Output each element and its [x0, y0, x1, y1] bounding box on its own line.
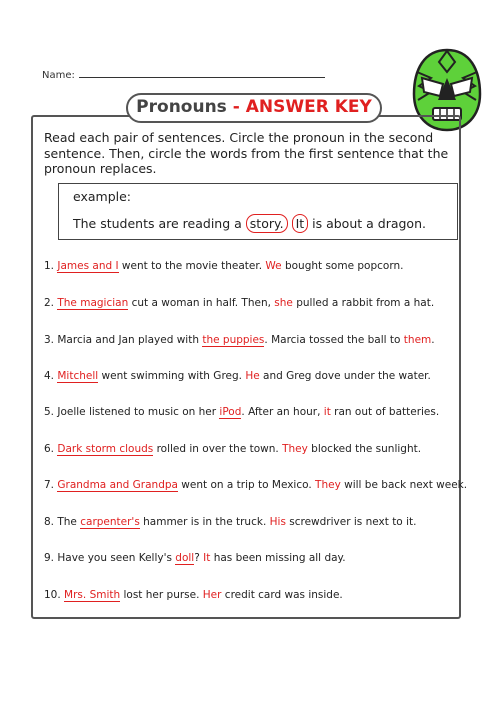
list-item: [44, 297, 434, 309]
sentence-text: rolled in over the town.: [153, 443, 283, 455]
sentence-text: screwdriver is next to it.: [285, 516, 417, 528]
sentence-text: Have you seen Kelly's: [57, 552, 176, 564]
sentence-text: . Marcia tossed the ball to: [264, 334, 404, 346]
antecedent-answer: carpenter's: [80, 516, 140, 528]
sentence-text: ran out of batteries.: [330, 406, 440, 418]
sentence-text: The: [57, 516, 81, 528]
example-sentence: [73, 216, 426, 231]
list-item: [44, 443, 421, 455]
item-number: 10.: [44, 589, 65, 601]
pronoun-answer: It: [203, 552, 211, 564]
item-number: 7.: [44, 479, 58, 491]
item-number: 8.: [44, 516, 58, 528]
list-item: [44, 479, 467, 491]
pronoun-answer: We: [265, 260, 282, 272]
antecedent-answer: The magician: [57, 297, 129, 309]
item-number: 6.: [44, 443, 58, 455]
pronoun-answer: They: [282, 443, 308, 455]
antecedent-answer: Mrs. Smith: [64, 589, 121, 601]
list-item: [44, 589, 343, 601]
sentence-text: cut a woman in half. Then,: [128, 297, 275, 309]
title-answer-key: ANSWER KEY: [245, 97, 372, 117]
sentence-text: lost her purse.: [120, 589, 203, 601]
sentence-text: pulled a rabbit from a hat.: [292, 297, 435, 309]
instructions: Read each pair of sentences. Circle the pronoun in the second sentence. Then, circle the words from the first sentence that the pronoun replaces.: [44, 130, 449, 176]
pronoun-answer: Her: [202, 589, 222, 601]
item-number: 2.: [44, 297, 58, 309]
list-item: [44, 406, 439, 418]
sentence-text: Joelle listened to music on her: [57, 406, 220, 418]
item-number: 4.: [44, 370, 58, 382]
item-number: 3.: [44, 334, 58, 346]
antecedent-answer: Mitchell: [57, 370, 99, 382]
sentence-text: hammer is in the truck.: [139, 516, 270, 528]
example-box: [58, 183, 458, 240]
pronoun-answer: His: [269, 516, 286, 528]
sentence-text: has been missing all day.: [210, 552, 346, 564]
example-pronoun-circle: It: [292, 214, 309, 233]
pronoun-answer: They: [315, 479, 341, 491]
example-gap: [288, 216, 292, 231]
item-number: 5.: [44, 406, 58, 418]
list-item: [44, 334, 435, 346]
item-number: 9.: [44, 552, 58, 564]
sentence-text: went on a trip to Mexico.: [177, 479, 316, 491]
sentence-text: .: [431, 334, 435, 346]
sentence-text: Marcia and Jan played with: [57, 334, 203, 346]
antecedent-answer: iPod: [219, 406, 242, 418]
page-title: [126, 93, 382, 123]
pronoun-answer: she: [274, 297, 293, 309]
pronoun-answer: them: [403, 334, 432, 346]
sentence-text: went to the movie theater.: [118, 260, 266, 272]
antecedent-answer: doll: [175, 552, 195, 564]
sentence-text: . After an hour,: [241, 406, 324, 418]
sentence-text: ?: [194, 552, 204, 564]
sentence-text: and Greg dove under the water.: [259, 370, 431, 382]
title-main: Pronouns: [136, 97, 227, 117]
example-antecedent-circle: story.: [246, 214, 288, 233]
example-before: The students are reading a: [73, 216, 246, 231]
list-item: [44, 260, 403, 272]
antecedent-answer: Dark storm clouds: [57, 443, 154, 455]
antecedent-answer: James and I: [57, 260, 119, 272]
antecedent-answer: the puppies: [202, 334, 265, 346]
sentence-text: credit card was inside.: [221, 589, 343, 601]
list-item: [44, 370, 431, 382]
name-label: Name:: [42, 70, 75, 81]
sentence-text: went swimming with Greg.: [98, 370, 246, 382]
example-after: is about a dragon.: [308, 216, 426, 231]
list-item: [44, 552, 346, 564]
sentence-text: will be back next week.: [340, 479, 468, 491]
name-line[interactable]: [79, 68, 325, 78]
pronoun-answer: He: [245, 370, 260, 382]
sentence-text: blocked the sunlight.: [307, 443, 422, 455]
list-item: [44, 516, 416, 528]
title-separator: -: [232, 97, 240, 117]
antecedent-answer: Grandma and Grandpa: [57, 479, 178, 491]
sentence-text: bought some popcorn.: [281, 260, 404, 272]
pronoun-answer: it: [323, 406, 331, 418]
item-number: 1.: [44, 260, 58, 272]
name-field: [42, 68, 325, 81]
example-label: example:: [73, 189, 132, 204]
